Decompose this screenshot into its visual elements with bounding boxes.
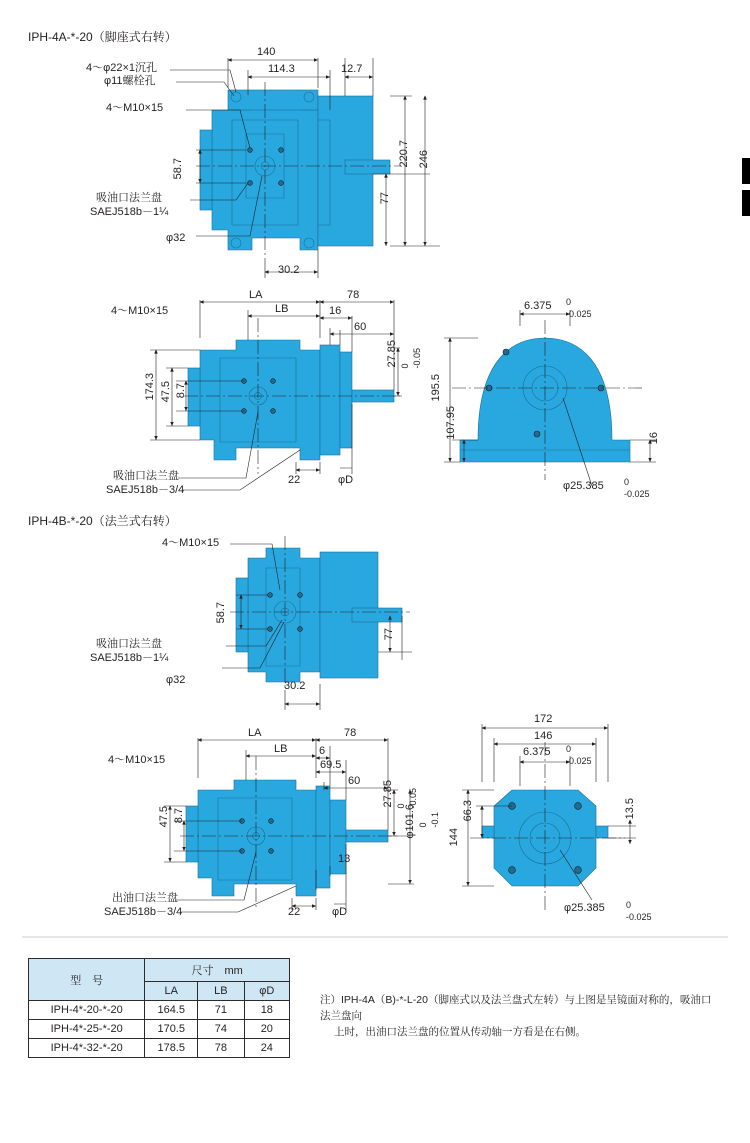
fig-a-mid-leader-suction: 吸油口法兰盘 [113,470,179,482]
fig-a-top-dim-140: 140 [257,46,276,58]
table-row [29,1020,290,1039]
fig-a-mid-dim-phid: φD [338,474,354,486]
fig-a-mid-dim-78: 78 [347,289,360,301]
fig-a-mid-dim-60: 60 [354,321,367,333]
fig-b-right-dim-66-3: 66.3 [462,800,474,822]
fig-a-right-tol-25-385: 0 -0.025 [624,477,650,499]
fig-b-right-dim-172: 172 [534,713,553,725]
table-cell-phid: 18 [244,1001,289,1020]
table-cell-lb: 71 [198,1001,245,1020]
fig-a-top-leader-suction-spec: SAEJ518b－1¼ [90,206,169,218]
table-cell-model: IPH-4*-25-*-20 [29,1020,145,1039]
fig-b-right-tol-6-375: 0 -0.025 [566,744,592,766]
fig-b-mid-dim-69-5: 69.5 [320,759,342,771]
table-cell-phid: 20 [244,1020,289,1039]
fig-a-top-dim-12-7: 12.7 [341,63,363,75]
fig-a-mid-dim-27-85: 27.85 [386,340,398,368]
fig-b-top-leader-suction: 吸油口法兰盘 [96,638,162,650]
fig-b-mid-dim-22: 22 [288,906,301,918]
fig-b-mid-leader-m10: 4～M10×15 [108,754,166,766]
table-cell-la: 164.5 [145,1001,198,1020]
fig-b-top-leader-m10: 4～M10×15 [162,537,220,549]
table-cell-la: 170.5 [145,1020,198,1039]
fig-b-right-dim-6-375: 6.375 [523,746,551,758]
fig-a-top-leader-suction: 吸油口法兰盘 [96,192,162,204]
fig-b-top-geometry [222,536,412,710]
fig-b-mid-dim-8-7: 8.7 [173,808,185,824]
fig-b-mid-dim-lb: LB [274,743,288,755]
fig-a-right-dim-6-375: 6.375 [524,300,552,312]
fig-a-top-dim-77: 77 [379,192,391,205]
fig-b-mid-dim-101-6: φ101.6 [404,804,416,839]
table-cell-la: 178.5 [145,1039,198,1058]
fig-b-top-dim-30-2: 30.2 [284,680,306,692]
fig-a-mid-dim-47-5: 47.5 [160,381,172,403]
table-col-phid: φD [244,982,289,1001]
fig-b-mid-dim-la: LA [248,727,262,739]
fig-a-top-geometry [170,58,440,278]
table-cell-lb: 74 [198,1020,245,1039]
fig-a-right-dim-107-95: 107.95 [445,406,457,440]
table-cell-lb: 78 [198,1039,245,1058]
fig-b-right-dim-25-385: φ25.385 [564,902,605,914]
table-col-lb: LB [198,982,245,1001]
table-row [29,1039,290,1058]
fig-b-right-tol-25-385: 0 -0.025 [626,900,652,922]
table-row [29,1001,290,1020]
fig-b-mid-dim-78: 78 [344,727,357,739]
fig-b-mid-dim-phid: φD [332,906,348,918]
fig-a-top-dim-30-2: 30.2 [278,264,300,276]
fig-b-mid-dim-6: 6 [319,745,326,757]
fig-b-right-dim-13-5: 13.5 [624,798,636,820]
fig-a-right-dim-195-5: 195.5 [430,374,442,402]
fig-a-mid-leader-suction-spec: SAEJ518b－3/4 [106,484,185,496]
fig-a-mid-dim-174-3: 174.3 [144,373,156,401]
fig-a-mid-dim-la: LA [249,289,263,301]
fig-b-mid-dim-27-85: 27.85 [382,780,394,808]
fig-a-top-dim-220-7: 220.7 [398,140,410,168]
table-cell-model: IPH-4*-32-*-20 [29,1039,145,1058]
fig-a-top-dim-114-3: 114.3 [268,63,295,75]
fig-b-mid-dim-13: 13 [338,853,351,865]
fig-b-mid-tol-27-85: 0 -0.05 [396,788,418,809]
fig-a-mid-dim-8-7: 8.7 [175,383,187,399]
table-header-row [29,959,290,982]
fig-a-right-dim-25-385: φ25.385 [563,480,604,492]
fig-b-right-dim-146: 146 [534,730,553,742]
table-col-la: LA [145,982,198,1001]
fig-a-mid-tol-27-85: 0 -0.05 [400,348,422,369]
fig-a-mid-leader-m10: 4～M10×15 [111,305,169,317]
fig-a-top-dim-phi32: φ32 [166,232,186,244]
fig-a-right-dim-16: 16 [648,432,660,445]
fig-a-top-leader-bolt-hole: φ11螺栓孔 [104,75,156,87]
fig-b-top-dim-77: 77 [383,628,395,641]
footnote-line1: 注）IPH-4A（B)-*-L-20（脚座式以及法兰盘式左转）与上图是呈镜面对称的，吸油口法兰盘向 [320,994,712,1022]
fig-a-top-dim-58-7: 58.7 [172,158,184,180]
table-cell-phid: 24 [244,1039,289,1058]
page-edge-mark-top [742,158,750,184]
fig-b-mid-dim-47-5: 47.5 [158,806,170,828]
section-a-title: IPH-4A-*-20（脚座式右转） [28,30,177,44]
fig-a-right-geometry [444,310,656,486]
section-b-title: IPH-4B-*-20（法兰式右转） [28,514,177,528]
fig-a-top-dim-246: 246 [418,150,430,169]
fig-b-mid-dim-60: 60 [348,775,361,787]
dimension-table [28,958,290,1058]
footnote-line2: 上时，出油口法兰盘的位置从传动轴一方看是在右侧。 [334,1026,586,1038]
fig-b-mid-tol-101-6: 0 -0.1 [418,812,440,828]
fig-b-mid-leader-outlet: 出油口法兰盘 [112,892,178,904]
fig-a-mid-dim-16: 16 [329,305,342,317]
fig-b-mid-geometry [164,738,414,912]
table-col-model: 型 号 [29,959,145,1001]
table-col-dims: 尺寸 mm [145,959,290,982]
fig-b-top-leader-suction-spec: SAEJ518b－1¼ [90,652,169,664]
fig-a-mid-dim-lb: LB [275,303,289,315]
fig-a-top-leader-m10: 4～M10×15 [106,102,164,114]
fig-a-right-tol-6-375: 0 -0.025 [566,297,592,319]
page-edge-mark-bottom [742,190,750,216]
fig-b-right-dim-144: 144 [448,828,460,847]
fig-b-mid-leader-outlet-spec: SAEJ518b－3/4 [104,906,183,918]
fig-a-mid-dim-22: 22 [288,474,301,486]
fig-b-top-dim-phi32: φ32 [166,674,186,686]
table-cell-model: IPH-4*-20-*-20 [29,1001,145,1020]
fig-b-top-dim-58-7: 58.7 [215,602,227,624]
fig-a-top-leader-counterbore: 4～φ22×1沉孔 [86,62,158,74]
footnote [320,992,720,1040]
